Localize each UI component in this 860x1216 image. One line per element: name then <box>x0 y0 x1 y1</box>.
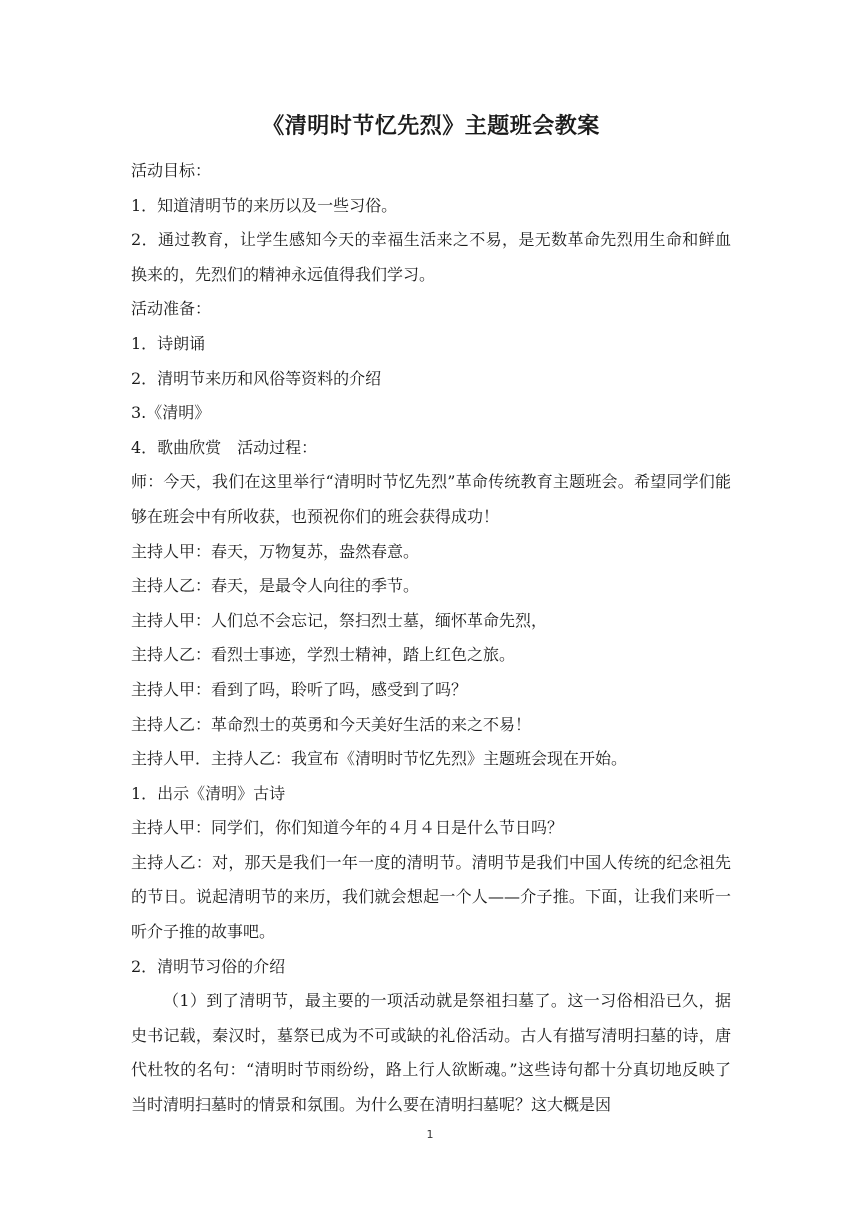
goal-item-2: 2．通过教育，让学生感知今天的幸福生活来之不易，是无数革命先烈用生命和鲜血换来的，先烈们的精神永远值得我们学习。 <box>131 230 731 284</box>
preparation-item-4: 4．歌曲欣赏 活动过程： <box>131 437 318 457</box>
dialogue-line: 主持人甲．主持人乙：我宣布《清明时节忆先烈》主题班会现在开始。 <box>131 749 628 769</box>
document-body <box>131 112 731 1123</box>
section-heading-goals: 活动目标： <box>131 161 212 180</box>
goal-item-1: 1．知道清明节的来历以及一些习俗。 <box>131 195 398 215</box>
dialogue-line: 主持人甲：人们总不会忘记，祭扫烈士墓，缅怀革命先烈， <box>131 610 548 630</box>
preparation-item-1: 1．诗朗诵 <box>131 333 206 353</box>
custom-paragraph-1: （1）到了清明节，最主要的一项活动就是祭祖扫墓了。这一习俗相沿已久，据史书记载，秦汉时，墓祭已成为不可或缺的礼俗活动。古人有描写清明扫墓的诗，唐代杜牧的名句：“清明时节雨纷纷，路上行人欲断魂。”这些诗句都十分真切地反映了当时清明扫墓时的情景和氛围。为什么要在清明扫墓呢？这大概是因 <box>131 991 731 1115</box>
document-title: 《清明时节忆先烈》主题班会教案 <box>262 114 600 139</box>
dialogue-line: 主持人乙：看烈士事迹，学烈士精神，踏上红色之旅。 <box>131 645 516 665</box>
page-number: 1 <box>426 1128 434 1141</box>
dialogue-line: 主持人乙：春天，是最令人向往的季节。 <box>131 576 420 596</box>
dialogue-line: 主持人乙：革命烈士的英勇和今天美好生活的来之不易！ <box>131 714 532 734</box>
teacher-intro-paragraph: 师：今天，我们在这里举行“清明时节忆先烈”革命传统教育主题班会。希望同学们能够在班会中有所收获，也预祝你们的班会获得成功！ <box>131 472 731 526</box>
process-step-2: 2．清明节习俗的介绍 <box>131 956 286 976</box>
preparation-item-3: 3.《清明》 <box>131 403 211 423</box>
dialogue-paragraph: 主持人乙：对，那天是我们一年一度的清明节。清明节是我们中国人传统的纪念祖先的节日。说起清明节的来历，我们就会想起一个人——介子推。下面，让我们来听一听介子推的故事吧。 <box>131 852 731 942</box>
preparation-item-2: 2．清明节来历和风俗等资料的介绍 <box>131 368 382 388</box>
dialogue-line: 主持人甲：看到了吗，聆听了吗，感受到了吗？ <box>131 679 468 699</box>
dialogue-line: 主持人甲：同学们，你们知道今年的４月４日是什么节日吗？ <box>131 818 564 838</box>
section-heading-preparation: 活动准备： <box>131 299 212 319</box>
dialogue-line: 主持人甲：春天，万物复苏，盎然春意。 <box>131 541 420 561</box>
process-step-1: 1．出示《清明》古诗 <box>131 783 286 803</box>
